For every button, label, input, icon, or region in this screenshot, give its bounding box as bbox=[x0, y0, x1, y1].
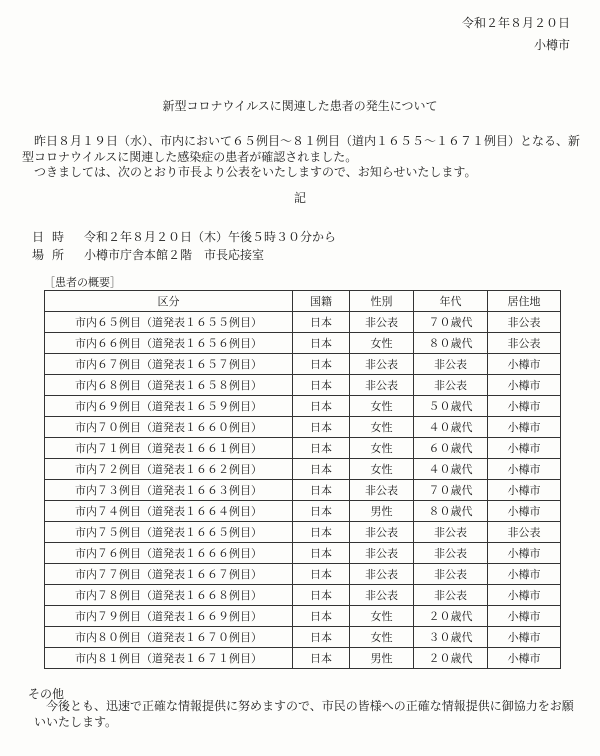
table-row bbox=[45, 396, 561, 417]
table-row bbox=[45, 627, 561, 648]
other-section bbox=[34, 698, 579, 730]
cell-sex: 女性 bbox=[350, 438, 414, 459]
cell-category: 市内７９例目（道発表１６６９例目） bbox=[45, 606, 293, 627]
cell-residence: 小樽市 bbox=[488, 417, 561, 438]
cell-nationality: 日本 bbox=[293, 627, 350, 648]
cell-residence: 小樽市 bbox=[488, 606, 561, 627]
cell-residence: 小樽市 bbox=[488, 354, 561, 375]
table-header-row bbox=[45, 291, 561, 312]
cell-nationality: 日本 bbox=[293, 333, 350, 354]
cell-age: 非公表 bbox=[414, 375, 488, 396]
cell-nationality: 日本 bbox=[293, 648, 350, 669]
cell-residence: 小樽市 bbox=[488, 396, 561, 417]
cell-sex: 非公表 bbox=[350, 480, 414, 501]
cell-sex: 男性 bbox=[350, 648, 414, 669]
cell-sex: 女性 bbox=[350, 627, 414, 648]
table-row bbox=[45, 312, 561, 333]
cell-age: ２０歳代 bbox=[414, 606, 488, 627]
intro-section bbox=[22, 134, 582, 181]
cell-residence: 非公表 bbox=[488, 333, 561, 354]
cell-nationality: 日本 bbox=[293, 564, 350, 585]
cell-age: ４０歳代 bbox=[414, 417, 488, 438]
cell-nationality: 日本 bbox=[293, 606, 350, 627]
cell-sex: 非公表 bbox=[350, 375, 414, 396]
cell-nationality: 日本 bbox=[293, 543, 350, 564]
other-paragraph: 今後とも、迅速で正確な情報提供に努めますので、市民の皆様への正確な情報提供に御協力をお願いいたします。 bbox=[34, 699, 574, 729]
table-caption: ［患者の概要］ bbox=[44, 276, 121, 289]
cell-category: 市内７０例目（道発表１６６０例目） bbox=[45, 417, 293, 438]
cell-nationality: 日本 bbox=[293, 585, 350, 606]
cell-age: 非公表 bbox=[414, 543, 488, 564]
header-category: 区分 bbox=[45, 291, 293, 312]
ki-heading: 記 bbox=[293, 191, 306, 205]
cell-age: ５０歳代 bbox=[414, 396, 488, 417]
cell-residence: 小樽市 bbox=[488, 543, 561, 564]
cell-sex: 非公表 bbox=[350, 564, 414, 585]
cell-age: 非公表 bbox=[414, 354, 488, 375]
cell-category: 市内７１例目（道発表１６６１例目） bbox=[45, 438, 293, 459]
cell-nationality: 日本 bbox=[293, 438, 350, 459]
header-age: 年代 bbox=[414, 291, 488, 312]
cell-nationality: 日本 bbox=[293, 417, 350, 438]
document-title: 新型コロナウイルスに関連した患者の発生について bbox=[162, 99, 438, 113]
cell-nationality: 日本 bbox=[293, 480, 350, 501]
header-nationality: 国籍 bbox=[293, 291, 350, 312]
table-row bbox=[45, 354, 561, 375]
cell-age: 非公表 bbox=[414, 522, 488, 543]
cell-category: 市内６６例目（道発表１６５６例目） bbox=[45, 333, 293, 354]
table-row bbox=[45, 480, 561, 501]
place-line bbox=[32, 246, 264, 263]
cell-residence: 小樽市 bbox=[488, 564, 561, 585]
cell-age: 非公表 bbox=[414, 585, 488, 606]
cell-nationality: 日本 bbox=[293, 375, 350, 396]
table-row bbox=[45, 564, 561, 585]
table-row bbox=[45, 438, 561, 459]
cell-sex: 女性 bbox=[350, 417, 414, 438]
table-row bbox=[45, 648, 561, 669]
cell-residence: 小樽市 bbox=[488, 585, 561, 606]
document-date: 令和２年８月２０日 bbox=[461, 16, 570, 30]
cell-category: 市内６５例目（道発表１６５５例目） bbox=[45, 312, 293, 333]
cell-age: ８０歳代 bbox=[414, 333, 488, 354]
cell-category: 市内８１例目（道発表１６７１例目） bbox=[45, 648, 293, 669]
cell-age: ８０歳代 bbox=[414, 501, 488, 522]
table-row bbox=[45, 417, 561, 438]
table-row bbox=[45, 585, 561, 606]
table-row bbox=[45, 459, 561, 480]
cell-category: 市内６７例目（道発表１６５７例目） bbox=[45, 354, 293, 375]
cell-nationality: 日本 bbox=[293, 459, 350, 480]
datetime-line bbox=[32, 228, 336, 245]
cell-sex: 非公表 bbox=[350, 522, 414, 543]
datetime-value: 令和２年８月２０日（木）午後５時３０分から bbox=[84, 230, 337, 244]
cell-age: ４０歳代 bbox=[414, 459, 488, 480]
cell-sex: 女性 bbox=[350, 606, 414, 627]
cell-age: ７０歳代 bbox=[414, 312, 488, 333]
header-sex: 性別 bbox=[350, 291, 414, 312]
place-label: 場所 bbox=[32, 248, 73, 262]
cell-sex: 非公表 bbox=[350, 354, 414, 375]
cell-nationality: 日本 bbox=[293, 501, 350, 522]
table-row bbox=[45, 375, 561, 396]
cell-residence: 非公表 bbox=[488, 312, 561, 333]
cell-age: 非公表 bbox=[414, 564, 488, 585]
cell-residence: 小樽市 bbox=[488, 459, 561, 480]
cell-sex: 女性 bbox=[350, 333, 414, 354]
cell-nationality: 日本 bbox=[293, 522, 350, 543]
table-row bbox=[45, 501, 561, 522]
cell-residence: 小樽市 bbox=[488, 648, 561, 669]
cell-nationality: 日本 bbox=[293, 396, 350, 417]
cell-category: 市内７３例目（道発表１６６３例目） bbox=[45, 480, 293, 501]
cell-nationality: 日本 bbox=[293, 354, 350, 375]
cell-category: 市内７８例目（道発表１６６８例目） bbox=[45, 585, 293, 606]
cell-sex: 非公表 bbox=[350, 312, 414, 333]
cell-category: 市内７６例目（道発表１６６６例目） bbox=[45, 543, 293, 564]
cell-sex: 男性 bbox=[350, 501, 414, 522]
intro-paragraph-2: つきましては、次のとおり市長より公表をいたしますので、お知らせいたします。 bbox=[34, 165, 477, 179]
cell-category: 市内７５例目（道発表１６６５例目） bbox=[45, 522, 293, 543]
cell-age: ２０歳代 bbox=[414, 648, 488, 669]
cell-residence: 非公表 bbox=[488, 522, 561, 543]
cell-category: 市内７４例目（道発表１６６４例目） bbox=[45, 501, 293, 522]
cell-category: 市内７７例目（道発表１６６７例目） bbox=[45, 564, 293, 585]
cell-sex: 女性 bbox=[350, 396, 414, 417]
cell-residence: 小樽市 bbox=[488, 438, 561, 459]
patient-summary-table bbox=[44, 290, 561, 669]
cell-nationality: 日本 bbox=[293, 312, 350, 333]
cell-sex: 非公表 bbox=[350, 585, 414, 606]
cell-residence: 小樽市 bbox=[488, 501, 561, 522]
intro-paragraph-1: 昨日８月１９日（水）、市内において６５例目～８１例目（道内１６５５～１６７１例目）となる、新型コロナウイルスに関連した感染症の患者が確認されました。 bbox=[22, 134, 581, 164]
place-value: 小樽市庁舎本館２階 市長応接室 bbox=[84, 248, 265, 262]
cell-category: 市内６８例目（道発表１６５８例目） bbox=[45, 375, 293, 396]
other-heading: その他 bbox=[28, 687, 65, 701]
table-row bbox=[45, 333, 561, 354]
cell-age: ７０歳代 bbox=[414, 480, 488, 501]
datetime-label: 日時 bbox=[32, 230, 73, 244]
cell-category: 市内８０例目（道発表１６７０例目） bbox=[45, 627, 293, 648]
table-row bbox=[45, 543, 561, 564]
table-row bbox=[45, 606, 561, 627]
header-residence: 居住地 bbox=[488, 291, 561, 312]
table-row bbox=[45, 522, 561, 543]
cell-residence: 小樽市 bbox=[488, 627, 561, 648]
cell-sex: 非公表 bbox=[350, 543, 414, 564]
cell-age: ３０歳代 bbox=[414, 627, 488, 648]
cell-sex: 女性 bbox=[350, 459, 414, 480]
cell-age: ６０歳代 bbox=[414, 438, 488, 459]
cell-residence: 小樽市 bbox=[488, 375, 561, 396]
cell-category: 市内６９例目（道発表１６５９例目） bbox=[45, 396, 293, 417]
cell-residence: 小樽市 bbox=[488, 480, 561, 501]
cell-category: 市内７２例目（道発表１６６２例目） bbox=[45, 459, 293, 480]
issuer-city: 小樽市 bbox=[533, 38, 570, 52]
